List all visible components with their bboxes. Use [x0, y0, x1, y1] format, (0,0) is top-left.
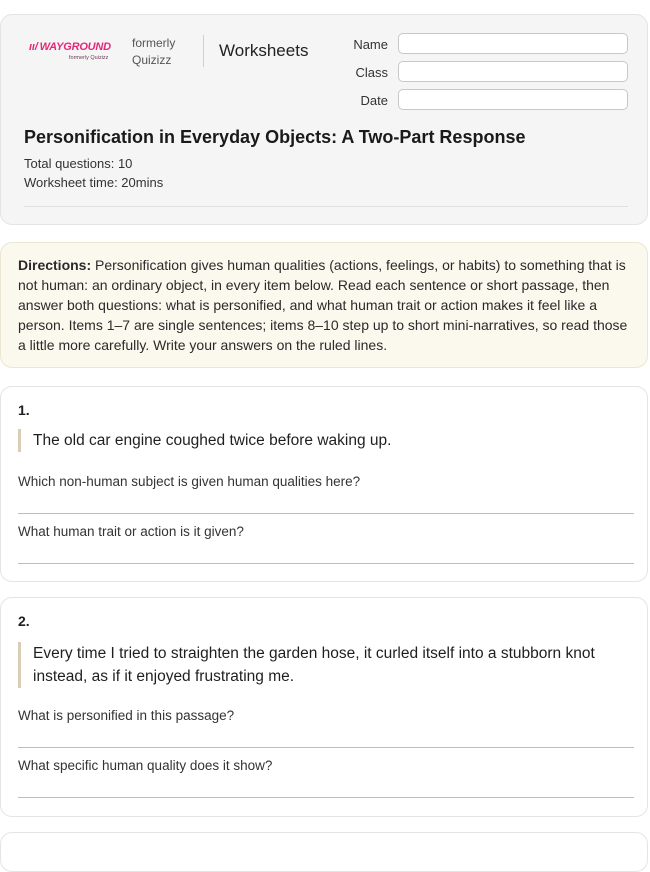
class-label: Class [355, 65, 388, 80]
worksheet-time: Worksheet time: 20mins [24, 175, 164, 190]
header-divider [203, 35, 204, 67]
answer-line[interactable] [18, 513, 634, 514]
brand-worksheets: Worksheets [219, 41, 309, 60]
question-card-2 [0, 597, 648, 817]
worksheet-header [0, 14, 648, 225]
class-field[interactable] [398, 61, 628, 82]
logo-text: WAYGROUND [39, 41, 111, 53]
name-label: Name [353, 37, 388, 52]
question-card-3 [0, 832, 648, 872]
directions-box [0, 242, 648, 368]
directions-body: Personification gives human qualities (actions, feelings, or habits) to something that is not human: an ordinary object, in every item below. Read each sentence or short passage, then answer both questions: what is personified, and what human trait or action makes it feel like a person. Items 1–7 are single sentences; items 8–10 step up to short mini-narratives, so read those a little more carefully. Write your answers on the ruled lines. [18, 257, 628, 353]
directions-label: Directions: [18, 257, 92, 273]
answer-line[interactable] [18, 797, 634, 798]
answer-line[interactable] [18, 563, 634, 564]
question-prompt-trait: What specific human quality does it show? [18, 758, 273, 773]
logo-bars-icon: ıı/ [29, 41, 38, 53]
date-label: Date [360, 93, 388, 108]
date-field[interactable] [398, 89, 628, 110]
directions-text [18, 255, 630, 355]
logo-subtext: formerly Quizizz [69, 55, 109, 61]
answer-line[interactable] [18, 747, 634, 748]
question-card-1 [0, 386, 648, 582]
question-passage: The old car engine coughed twice before waking up. [18, 429, 623, 452]
question-prompt-subject: Which non-human subject is given human qualities here? [18, 474, 361, 489]
worksheet-title: Personification in Everyday Objects: A Two-Part Response [24, 127, 526, 147]
header-rule [24, 206, 628, 207]
question-number: 2. [18, 613, 30, 629]
total-questions: Total questions: 10 [24, 156, 133, 171]
question-prompt-subject: What is personified in this passage? [18, 708, 235, 723]
name-field[interactable] [398, 33, 628, 54]
wayground-logo [29, 41, 119, 75]
question-passage: Every time I tried to straighten the garden hose, it curled itself into a stubborn knot instead, as if it enjoyed frustrating me. [18, 642, 623, 688]
formerly-quizizz: formerly Quizizz [132, 36, 176, 67]
question-number: 1. [18, 402, 30, 418]
question-prompt-trait: What human trait or action is it given? [18, 524, 244, 539]
